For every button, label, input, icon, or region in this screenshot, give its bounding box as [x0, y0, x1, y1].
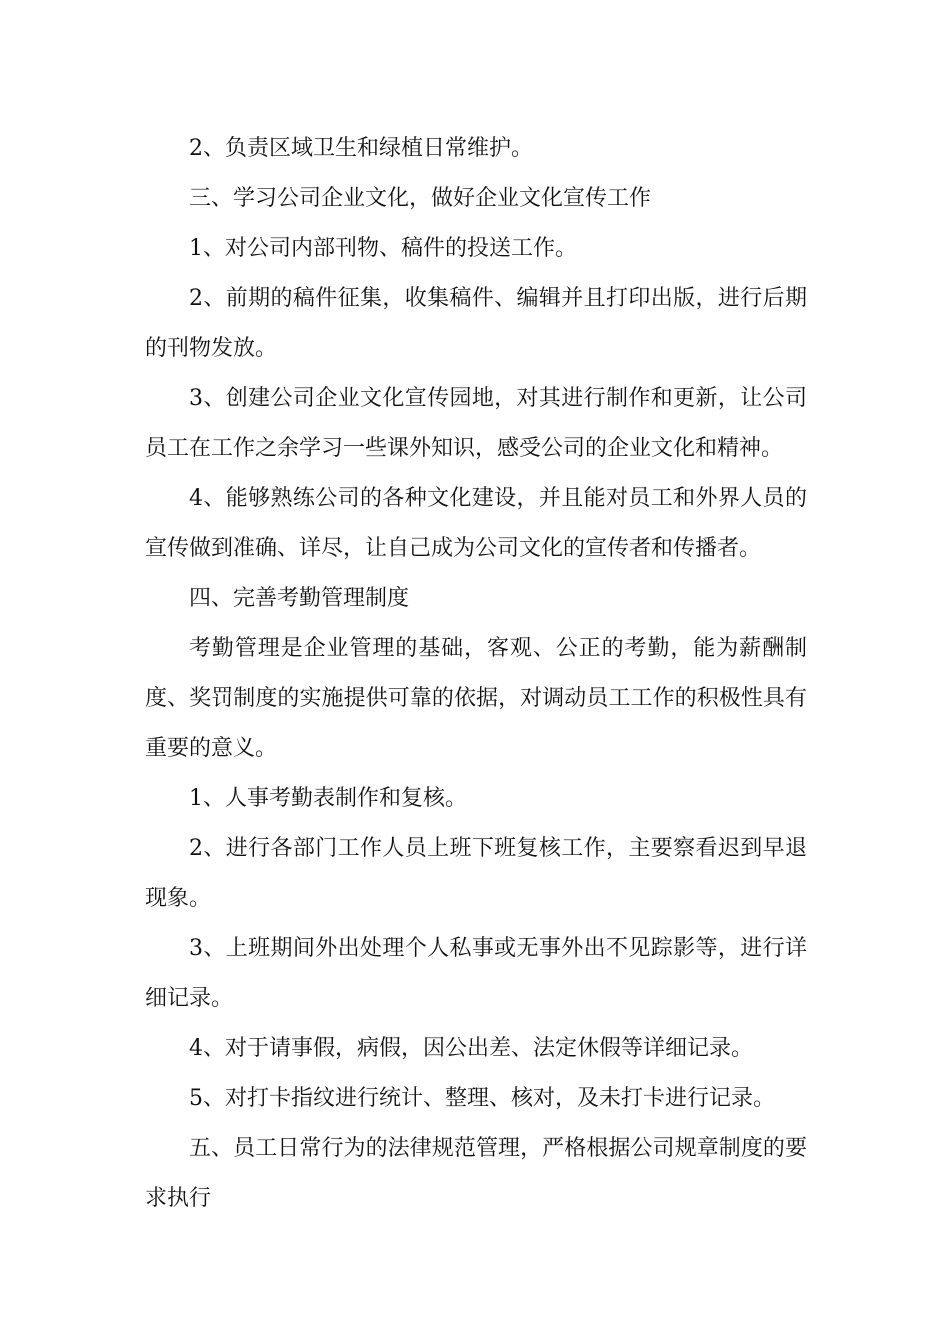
- section-heading-3: 三、学习公司企业文化，做好企业文化宣传工作: [189, 186, 652, 211]
- paragraph-item-5-fingerprint: 5、对打卡指纹进行统计、整理、核对，及未打卡进行记录。: [189, 1086, 775, 1111]
- section-heading-4: 四、完善考勤管理制度: [189, 586, 410, 611]
- paragraph-item-3-outside-record: 3、上班期间外出处理个人私事或无事外出不见踪影等，进行详细记录。: [145, 936, 807, 1011]
- paragraph-item-2-checking: 2、进行各部门工作人员上班下班复核工作，主要察看迟到早退现象。: [145, 836, 807, 911]
- paragraph-item-1-publication: 1、对公司内部刊物、稿件的投送工作。: [189, 236, 577, 261]
- paragraph-item-4-culture-building: 4、能够熟练公司的各种文化建设，并且能对员工和外界人员的宣传做到准确、详尽，让自己成为公司文化的宣传者和传播者。: [145, 486, 807, 561]
- paragraph-attendance-intro: 考勤管理是企业管理的基础，客观、公正的考勤，能为薪酬制度、奖罚制度的实施提供可靠的依据，对调动员工工作的积极性具有重要的意义。: [145, 636, 807, 761]
- paragraph-item-1-attendance-sheet: 1、人事考勤表制作和复核。: [189, 786, 467, 811]
- document-body: [145, 124, 807, 1224]
- paragraph-item-4-leave-record: 4、对于请事假，病假，因公出差、法定休假等详细记录。: [189, 1036, 753, 1061]
- paragraph-item-3-culture-garden: 3、创建公司企业文化宣传园地，对其进行制作和更新，让公司员工在工作之余学习一些课外知识，感受公司的企业文化和精神。: [145, 386, 807, 461]
- paragraph-item-2-manuscripts: 2、前期的稿件征集，收集稿件、编辑并且打印出版，进行后期的刊物发放。: [145, 286, 807, 361]
- paragraph-item-2-hygiene: 2、负责区域卫生和绿植日常维护。: [189, 136, 533, 161]
- section-heading-5: 五、员工日常行为的法律规范管理，严格根据公司规章制度的要求执行: [145, 1136, 807, 1211]
